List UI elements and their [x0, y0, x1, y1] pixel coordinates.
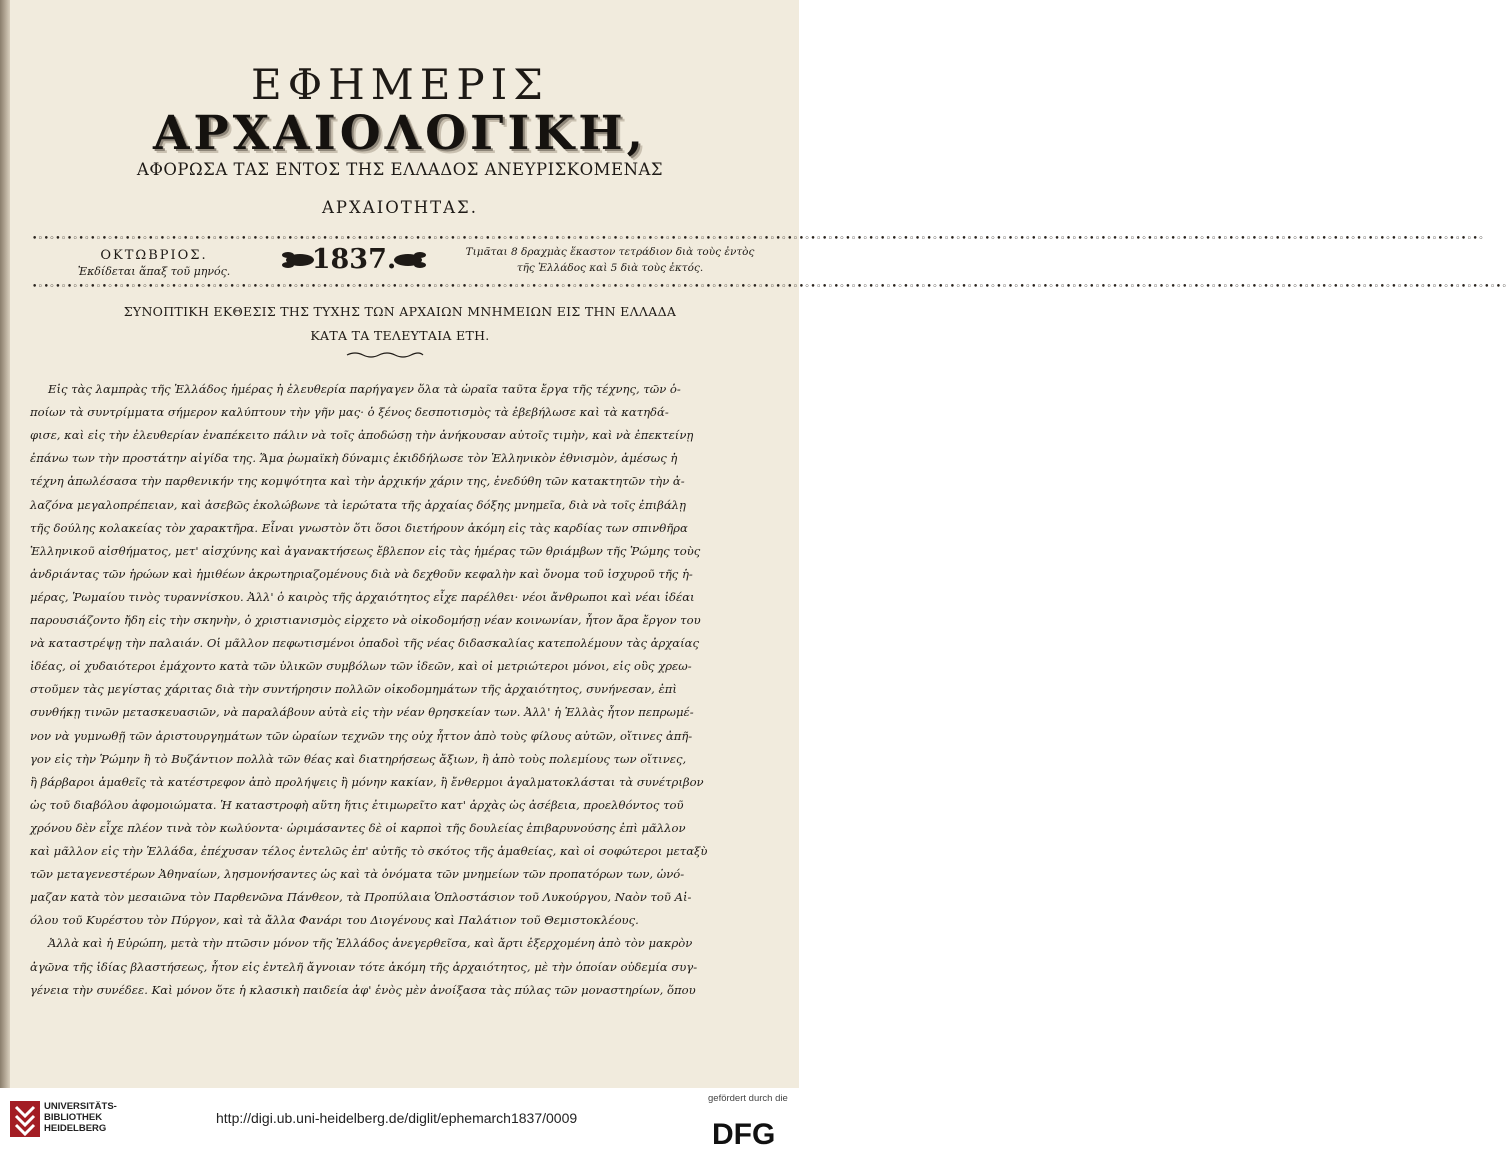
- body-line: μέρας, Ῥωμαίου τινὸς τυραννίσκου. Ἀλλ' ὁ καιρὸς τῆς ἀρχαιότητος εἶχε παρέλθει· νέοι ἄνθρωποι καὶ νέαι ἰδέαι: [30, 589, 695, 604]
- ornamental-dotted-rule-top: •◦•◦•◦•◦•◦•◦•◦•◦•◦•◦•◦•◦•◦•◦•◦•◦•◦•◦•◦•◦•◦•◦•◦•◦•◦•◦•◦•◦•◦•◦•◦•◦•◦•◦•◦•◦•◦•◦•◦•◦•◦•◦•◦•◦•◦•◦•◦•◦•◦•◦•◦•◦•◦•◦•◦•◦•◦•◦•◦•◦•◦•◦•◦•◦•◦•◦•◦•◦•◦•◦•◦•◦•◦•◦•◦•◦•◦•◦•◦•◦•◦•◦•◦•◦•◦•◦•◦•◦•◦•◦•◦•◦•◦•◦•◦•◦•◦•◦•◦•◦•◦•◦•◦•◦•◦•◦•◦•◦•◦•◦•◦•◦•◦•◦•◦•◦•◦•◦•◦•◦•◦•◦•◦•◦•◦: [32, 234, 1485, 244]
- body-line: ἀνδριάντας τῶν ἡρώων καὶ ἡμιθέων ἀκρωτηριαζομένους διὰ νὰ δεχθοῦν κεφαλὴν καὶ ὄνομα τοῦ ἰσχυροῦ τῆς ἡ-: [30, 566, 693, 581]
- library-name-line1: UNIVERSITÄTS-: [44, 1101, 117, 1112]
- body-line: καὶ μᾶλλον εἰς τὴν Ἑλλάδα, ἐπέχυσαν τέλος ἐντελῶς ἐπ' αὐτῆς τὸ σκότος τῆς ἀμαθείας, καὶ οἱ σοφώτεροι μεταξὺ: [30, 844, 708, 858]
- viewer-footer: [0, 1088, 799, 1158]
- body-line: Ἑλληνικοῦ αἰσθήματος, μετ' αἰσχύνης καὶ ἀγανακτήσεως ἔβλεπον εἰς τὰς ἡμέρας τῶν θριάμβων τῆς Ῥώμης τοὺς: [30, 543, 701, 558]
- divider-ornament-icon: [345, 351, 425, 359]
- permalink-url[interactable]: http://digi.ub.uni-heidelberg.de/diglit/ephemarch1837/0009: [216, 1110, 578, 1126]
- body-line: Ἀλλὰ καὶ ἡ Εὐρώπη, μετὰ τὴν πτῶσιν μόνον τῆς Ἑλλάδος ἀνεγερθεῖσα, καὶ ἄρτι ἐξερχομένη ἀπὸ τὸν μακρὸν: [48, 936, 693, 951]
- body-line: στοῦμεν τὰς μεγίστας χάριτας διὰ τὴν συντήρησιν πολλῶν οἰκοδομημάτων τῆς ἀρχαιότητος, συνήνεσαν, ἐπὶ: [30, 682, 677, 697]
- body-line: παρουσιάζοντο ἤδη εἰς τὴν σκηνὴν, ὁ χριστιανισμὸς εἰρχετο νὰ οἰκοδομήσῃ νέαν κοινωνίαν, ἦτον ἄρα ἔργον του: [30, 613, 701, 627]
- issue-year-block: [260, 244, 448, 276]
- issue-frequency: Ἐκδίδεται ἅπαξ τοῦ μηνός.: [77, 265, 231, 278]
- journal-subtitle-line1: ΑΦΟΡΩΣΑ ΤΑΣ ΕΝΤΟΣ ΤΗΣ ΕΛΛΑΔΟΣ ΑΝΕΥΡΙΣΚΟΜΕΝΑΣ: [136, 160, 664, 179]
- journal-subtitle-line2: ΑΡΧΑΙΟΤΗΤΑΣ.: [322, 198, 478, 217]
- body-line: νὰ καταστρέψῃ τὴν παλαιάν. Οἱ μᾶλλον πεφωτισμένοι ὀπαδοὶ τῆς νέας διδασκαλίας κατεπολέμουν τὰς ἀρχαίας: [30, 636, 699, 651]
- body-line: τῶν μεταγενεστέρων Ἀθηναίων, λησμονήσαντες ὡς καὶ τὰ ὀνόματα τῶν μνημείων τῶν προπατόρων των, ὠνό-: [30, 867, 685, 882]
- body-line: ἐπάνω των τὴν προστάτην αἰγίδα της. Ἅμα ῥωμαϊκὴ δύναμις ἐκιδδήλωσε τὸν Ἑλληνικὸν ἐθνισμὸν, ἀμέσως ἡ: [30, 451, 678, 466]
- body-line: συνθήκῃ τινῶν μετασκευασιῶν, νὰ παραλάβουν αὐτὰ εἰς τὴν νέαν θρησκείαν των. Ἀλλ' ἡ Ἑλλὰς ἦτον πεπρωμέ-: [30, 705, 694, 720]
- body-line: φισε, καὶ εἰς τὴν ἐλευθερίαν ἐναπέκειτο πάλιν νὰ τοῖς ἀποδώσῃ τὴν ἀνήκουσαν αὐτοῖς τιμὴν, καὶ νὰ ἐπεκτείνῃ: [30, 428, 694, 443]
- price-line-2: τῆς Ἑλλάδος καὶ 5 διὰ τοὺς ἐκτός.: [516, 262, 704, 274]
- library-name-line3: HEIDELBERG: [44, 1123, 107, 1134]
- library-name: [44, 1101, 117, 1134]
- funded-by-label: gefördert durch die: [708, 1093, 788, 1104]
- body-line: μαζαν κατὰ τὸν μεσαιῶνα τὸν Παρθενῶνα Πάνθεον, τὰ Προπύλαια Ὁπλοστάσιον τοῦ Λυκούργου, Ναὸν τοῦ Αἰ-: [30, 890, 692, 905]
- body-line: Εἰς τὰς λαμπρὰς τῆς Ἑλλάδος ἡμέρας ἡ ἐλευθερία παρήγαγεν ὅλα τὰ ὡραῖα ταῦτα ἔργα τῆς τέχνης, τῶν ὁ-: [48, 382, 681, 396]
- dfg-logo: DFG: [712, 1118, 776, 1151]
- body-line: νον νὰ γυμνωθῇ τῶν ἀριστουργημάτων τῶν ὡραίων τεχνῶν της οὐχ ἧττον ἀπὸ τοὺς φίλους αὐτῶν, οἵτινες ἀπῆ-: [30, 728, 693, 743]
- body-line: όλου τοῦ Κυρέστου τὸν Πύργον, καὶ τὰ ἄλλα Φανάρι του Διογένους καὶ Παλάτιον τοῦ Θεμιστοκλέους.: [30, 913, 639, 928]
- body-line: ἀγῶνα τῆς ἰδίας βλαστήσεως, ἦτον εἰς ἐντελῆ ἄγνοιαν τότε ἀκόμη τῆς ἀρχαιότητος, μὲ τὴν ὁποίαν οὐδεμία συγ-: [30, 959, 698, 974]
- body-line: ἰδέας, οἱ χυδαιότεροι ἐμάχοντο κατὰ τῶν ὑλικῶν συμβόλων τῶν ἰδεῶν, καὶ οἱ μετριώτεροι μόνοι, εἰς οὓς χρεω-: [30, 659, 692, 674]
- issue-year: 1837.: [311, 244, 397, 275]
- body-line: ποίων τὰ συντρίμματα σήμερον καλύπτουν τὴν γῆν μας· ὁ ξένος δεσποτισμὸς τὰ ἐβεβήλωσε καὶ τὰ κατηδά-: [30, 405, 669, 420]
- body-line: ὡς τοῦ διαβόλου ἀφομοιώματα. Ἡ καταστροφὴ αὕτη ἥτις ἐτιμωρεῖτο κατ' ἀρχὰς ὡς ἀσέβεια, προελθόντος τοῦ: [30, 797, 684, 812]
- article-subtitle: ΚΑΤΑ ΤΑ ΤΕΛΕΥΤΑΙΑ ΕΤΗ.: [310, 328, 490, 343]
- article-title: ΣΥΝΟΠΤΙΚΗ ΕΚΘΕΣΙΣ ΤΗΣ ΤΥΧΗΣ ΤΩΝ ΑΡΧΑΙΩΝ ΜΝΗΜΕΙΩΝ ΕΙΣ ΤΗΝ ΕΛΛΑΔΑ: [123, 304, 677, 319]
- body-line: γον εἰς τὴν Ῥώμην ἢ τὸ Βυζάντιον πολλὰ τῶν θέας καὶ διατηρήσεως ἄξιων, ἢ ἀπὸ τοὺς πολεμίους των οἵτινες,: [30, 751, 687, 766]
- body-line: λαζόνα μεγαλοπρέπειαν, καὶ ἀσεβῶς ἐκολώβωνε τὰ ἱερώτατα τῆς ἀρχαίας δόξης μνημεῖα, διὰ νὰ τοῖς ἐπιβάλῃ: [30, 497, 686, 512]
- ornamental-dotted-rule-bottom: •◦•◦•◦•◦•◦•◦•◦•◦•◦•◦•◦•◦•◦•◦•◦•◦•◦•◦•◦•◦•◦•◦•◦•◦•◦•◦•◦•◦•◦•◦•◦•◦•◦•◦•◦•◦•◦•◦•◦•◦•◦•◦•◦•◦•◦•◦•◦•◦•◦•◦•◦•◦•◦•◦•◦•◦•◦•◦•◦•◦•◦•◦•◦•◦•◦•◦•◦•◦•◦•◦•◦•◦•◦•◦•◦•◦•◦•◦•◦•◦•◦•◦•◦•◦•◦•◦•◦•◦•◦•◦•◦•◦•◦•◦•◦•◦•◦•◦•◦•◦•◦•◦•◦•◦•◦•◦•◦•◦•◦•◦•◦•◦•◦•◦•◦•◦•◦•◦•◦•◦•◦•◦•◦•◦•◦•◦•◦: [32, 282, 1507, 292]
- body-line: χρόνου δὲν εἶχε πλέον τινὰ τὸν κωλύοντα· ὡριμάσαντες δὲ οἱ καρποὶ τῆς δουλείας ἐπιβαρυνούσης ἐπὶ μᾶλλον: [30, 820, 686, 835]
- body-line: γένεια τὴν συνέδεε. Καὶ μόνον ὅτε ἡ κλασικὴ παιδεία ἀφ' ἑνὸς μὲν ἀνοίξασα τὰς πύλας τῶν μοναστηρίων, ὅπου: [30, 982, 696, 997]
- page-edge-shadow: [0, 0, 10, 1088]
- body-line: τῆς δούλης κολακείας τὸν χαρακτῆρα. Εἶναι γνωστὸν ὅτι ὅσοι διετήρουν ἀκόμη εἰς τὰς καρδίας των σπινθῆρα: [30, 520, 688, 535]
- library-name-line2: BIBLIOTHEK: [44, 1112, 103, 1123]
- price-line-1: Τιμᾶται 8 δραχμὰς ἕκαστον τετράδιον διὰ τοὺς ἐντὸς: [465, 246, 755, 258]
- issue-info: [44, 248, 264, 278]
- issue-month: ΟΚΤΩΒΡΙΟΣ.: [100, 248, 208, 263]
- price-info: [448, 244, 772, 276]
- journal-title-line1: ΕΦΗΜΕΡΙΣ: [251, 60, 549, 109]
- journal-title-line2: ΑΡΧΑΙΟΛΟΓΙΚΗ,: [152, 106, 648, 161]
- university-library-logo-icon: [10, 1101, 40, 1137]
- body-line: τέχνη ἀπωλέσασα τὴν παρθενικήν της κομψότητα καὶ τὴν ἀρχικήν χάριν της, ἐνεδύθη τῶν κατακτητῶν τὴν ἀ-: [30, 474, 685, 489]
- body-line: ἢ βάρβαροι ἀμαθεῖς τὰ κατέστρεφον ἀπὸ προλήψεις ἢ μόνην κακίαν, ἢ ἔνθερμοι ἀγαλματοκλάσται τὰ συνέτριβον: [30, 774, 704, 789]
